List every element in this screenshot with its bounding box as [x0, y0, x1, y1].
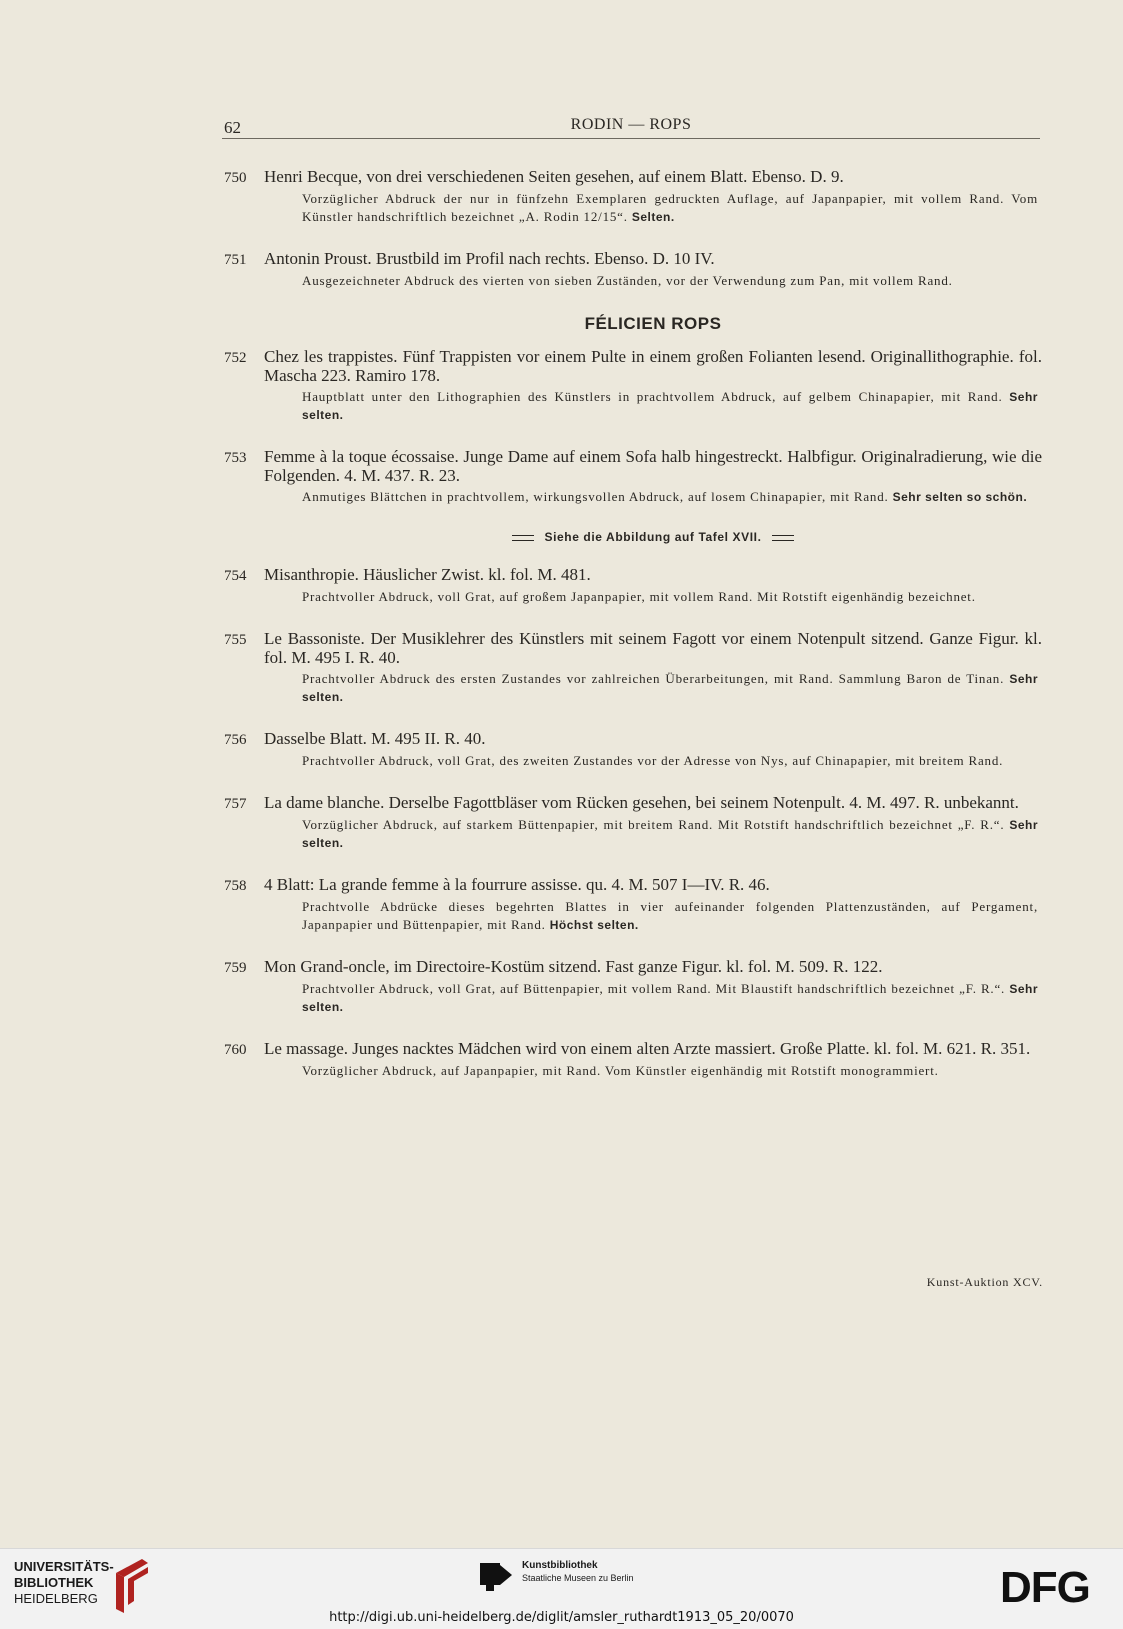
rarity-note: Selten.: [631, 210, 675, 224]
entry-title: Misanthropie. Häuslicher Zwist. kl. fol. M. 481.: [264, 565, 591, 584]
double-rule-left: [512, 535, 534, 541]
entry-title: Henri Becque, von drei verschiedenen Seiten gesehen, auf einem Blatt. Ebenso. D. 9.: [264, 167, 844, 186]
entry-description-text: Hauptblatt unter den Lithographien des Künstlers in prachtvollem Abdruck, auf gelbem Chinapapier, mit Rand.: [302, 389, 1003, 404]
viewer-footer-bar: [0, 1548, 1123, 1629]
entry-description: [224, 272, 1042, 290]
catalog-entry: [224, 630, 1042, 706]
entry-number: 750: [224, 170, 247, 186]
entry-number: 752: [224, 350, 247, 366]
entry-description: [224, 588, 1042, 606]
entry-description-text: Prachtvoller Abdruck des ersten Zustandes vor zahlreichen Überarbeitungen, mit Rand. Sammlung Baron de Tinan.: [302, 671, 1005, 686]
entry-heading: [224, 876, 1042, 895]
entry-description-text: Anmutiges Blättchen in prachtvollem, wirkungsvollen Abdruck, auf losem Chinapapier, mit Rand.: [302, 489, 889, 504]
rarity-note: Sehr selten so schön.: [892, 490, 1028, 504]
entry-heading: [224, 168, 1042, 187]
entry-heading: [224, 794, 1042, 813]
ub-heidelberg-logo-icon[interactable]: [112, 1555, 152, 1617]
entry-description-text: Ausgezeichneter Abdruck des vierten von sieben Zuständen, vor der Verwendung zum Pan, mit vollem Rand.: [302, 273, 953, 288]
entry-description: [224, 488, 1042, 506]
dfg-logo[interactable]: DFG: [1000, 1563, 1090, 1612]
plate-reference-text: Siehe die Abbildung auf Tafel XVII.: [544, 530, 762, 544]
entry-description: [224, 190, 1042, 226]
entry-number: 760: [224, 1042, 247, 1058]
catalog-entry: [224, 730, 1042, 770]
rarity-note: Höchst selten.: [549, 918, 639, 932]
page-number: 62: [224, 118, 241, 137]
entry-title: 4 Blatt: La grande femme à la fourrure assisse. qu. 4. M. 507 I—IV. R. 46.: [264, 875, 770, 894]
entry-title: Chez les trappistes. Fünf Trappisten vor einem Pulte in einem großen Folianten lesend. Originallithographie. fol. Mascha 223. Ramiro 178.: [264, 347, 1042, 385]
entry-number: 751: [224, 252, 247, 268]
catalog-entry: [224, 250, 1042, 290]
entry-description: [224, 388, 1042, 424]
page-header: [222, 116, 1040, 139]
entry-heading: [224, 448, 1042, 485]
entry-title: Le Bassoniste. Der Musiklehrer des Künstlers mit seinem Fagott vor einem Notenpult sitzend. Ganze Figur. kl. fol. M. 495 I. R. 40.: [264, 629, 1042, 667]
rarity-note: Sehr selten.: [302, 672, 1038, 704]
ub-heidelberg-wordmark[interactable]: UNIVERSITÄTS- BIBLIOTHEK HEIDELBERG: [14, 1559, 114, 1606]
kunstbibliothek-wordmark[interactable]: Kunstbibliothek Staatliche Museen zu Berlin: [522, 1560, 634, 1583]
double-rule-right: [772, 535, 794, 541]
entry-title: Dasselbe Blatt. M. 495 II. R. 40.: [264, 729, 486, 748]
section-title: FÉLICIEN ROPS: [584, 314, 722, 333]
entry-title: Femme à la toque écossaise. Junge Dame auf einem Sofa halb hingestreckt. Halbfigur. Originalradierung, wie die Folgenden. 4. M. 437. R. 23.: [264, 447, 1042, 485]
entry-number: 758: [224, 878, 247, 894]
entry-title: Mon Grand-oncle, im Directoire-Kostüm sitzend. Fast ganze Figur. kl. fol. M. 509. R. 122.: [264, 957, 883, 976]
rarity-note: Sehr selten.: [302, 982, 1038, 1014]
entry-number: 754: [224, 568, 247, 584]
plate-reference: [224, 530, 1042, 544]
entry-number: 755: [224, 632, 247, 648]
rarity-note: Sehr selten.: [302, 390, 1038, 422]
entry-description-text: Vorzüglicher Abdruck, auf Japanpapier, mit Rand. Vom Künstler eigenhändig mit Rotstift monogrammiert.: [302, 1063, 939, 1078]
entry-number: 753: [224, 450, 247, 466]
entry-heading: [224, 566, 1042, 585]
entry-number: 759: [224, 960, 247, 976]
catalog-content: [224, 168, 1042, 1104]
entry-description: [224, 670, 1042, 706]
catalog-entry: [224, 958, 1042, 1016]
catalog-entry: [224, 168, 1042, 226]
entry-description: [224, 752, 1042, 770]
catalog-entry: [224, 448, 1042, 506]
permalink-url[interactable]: http://digi.ub.uni-heidelberg.de/diglit/amsler_ruthardt1913_05_20/0070: [329, 1610, 794, 1625]
catalog-entry: [224, 794, 1042, 852]
entry-heading: [224, 1040, 1042, 1059]
entry-heading: [224, 250, 1042, 269]
catalog-entry: [224, 348, 1042, 424]
entry-title: Le massage. Junges nacktes Mädchen wird von einem alten Arzte massiert. Große Platte. kl. fol. M. 621. R. 351.: [264, 1039, 1031, 1058]
entry-heading: [224, 630, 1042, 667]
entry-description: [224, 980, 1042, 1016]
kunstbibliothek-logo-icon[interactable]: [478, 1561, 518, 1593]
entry-description-text: Vorzüglicher Abdruck der nur in fünfzehn Exemplaren gedruckten Auflage, auf Japanpapier, mit vollem Rand. Vom Künstler handschriftlich bezeichnet „A. Rodin 12/15“.: [302, 191, 1038, 224]
running-head: RODIN — ROPS: [570, 116, 692, 133]
entry-number: 757: [224, 796, 247, 812]
footer-note: Kunst-Auktion XCV.: [926, 1275, 1043, 1289]
rarity-note: Sehr selten.: [302, 818, 1038, 850]
entry-description: [224, 816, 1042, 852]
entry-description: [224, 898, 1042, 934]
entry-description-text: Prachtvoller Abdruck, voll Grat, des zweiten Zustandes vor der Adresse von Nys, auf Chinapapier, mit breitem Rand.: [302, 753, 1004, 768]
entry-heading: [224, 730, 1042, 749]
catalog-entry: [224, 1040, 1042, 1080]
entry-description-text: Prachtvoller Abdruck, voll Grat, auf Büttenpapier, mit vollem Rand. Mit Blaustift handschriftlich bezeichnet „F. R.“.: [302, 981, 1006, 996]
entry-number: 756: [224, 732, 247, 748]
entry-description-text: Vorzüglicher Abdruck, auf starkem Büttenpapier, mit breitem Rand. Mit Rotstift handschriftlich bezeichnet „F. R.“.: [302, 817, 1005, 832]
entry-title: La dame blanche. Derselbe Fagottbläser vom Rücken gesehen, bei seinem Notenpult. 4. M. 497. R. unbekannt.: [264, 793, 1019, 812]
entry-heading: [224, 958, 1042, 977]
entry-description-text: Prachtvoller Abdruck, voll Grat, auf großem Japanpapier, mit vollem Rand. Mit Rotstift eigenhändig bezeichnet.: [302, 589, 976, 604]
entry-title: Antonin Proust. Brustbild im Profil nach rechts. Ebenso. D. 10 IV.: [264, 249, 715, 268]
catalog-entry: [224, 876, 1042, 934]
entry-heading: [224, 348, 1042, 385]
catalog-entry: [224, 566, 1042, 606]
entry-description-text: Prachtvolle Abdrücke dieses begehrten Blattes in vier aufeinander folgenden Plattenzuständen, auf Pergament, Japanpapier und Büttenpapier, mit Rand.: [302, 899, 1038, 932]
entry-description: [224, 1062, 1042, 1080]
